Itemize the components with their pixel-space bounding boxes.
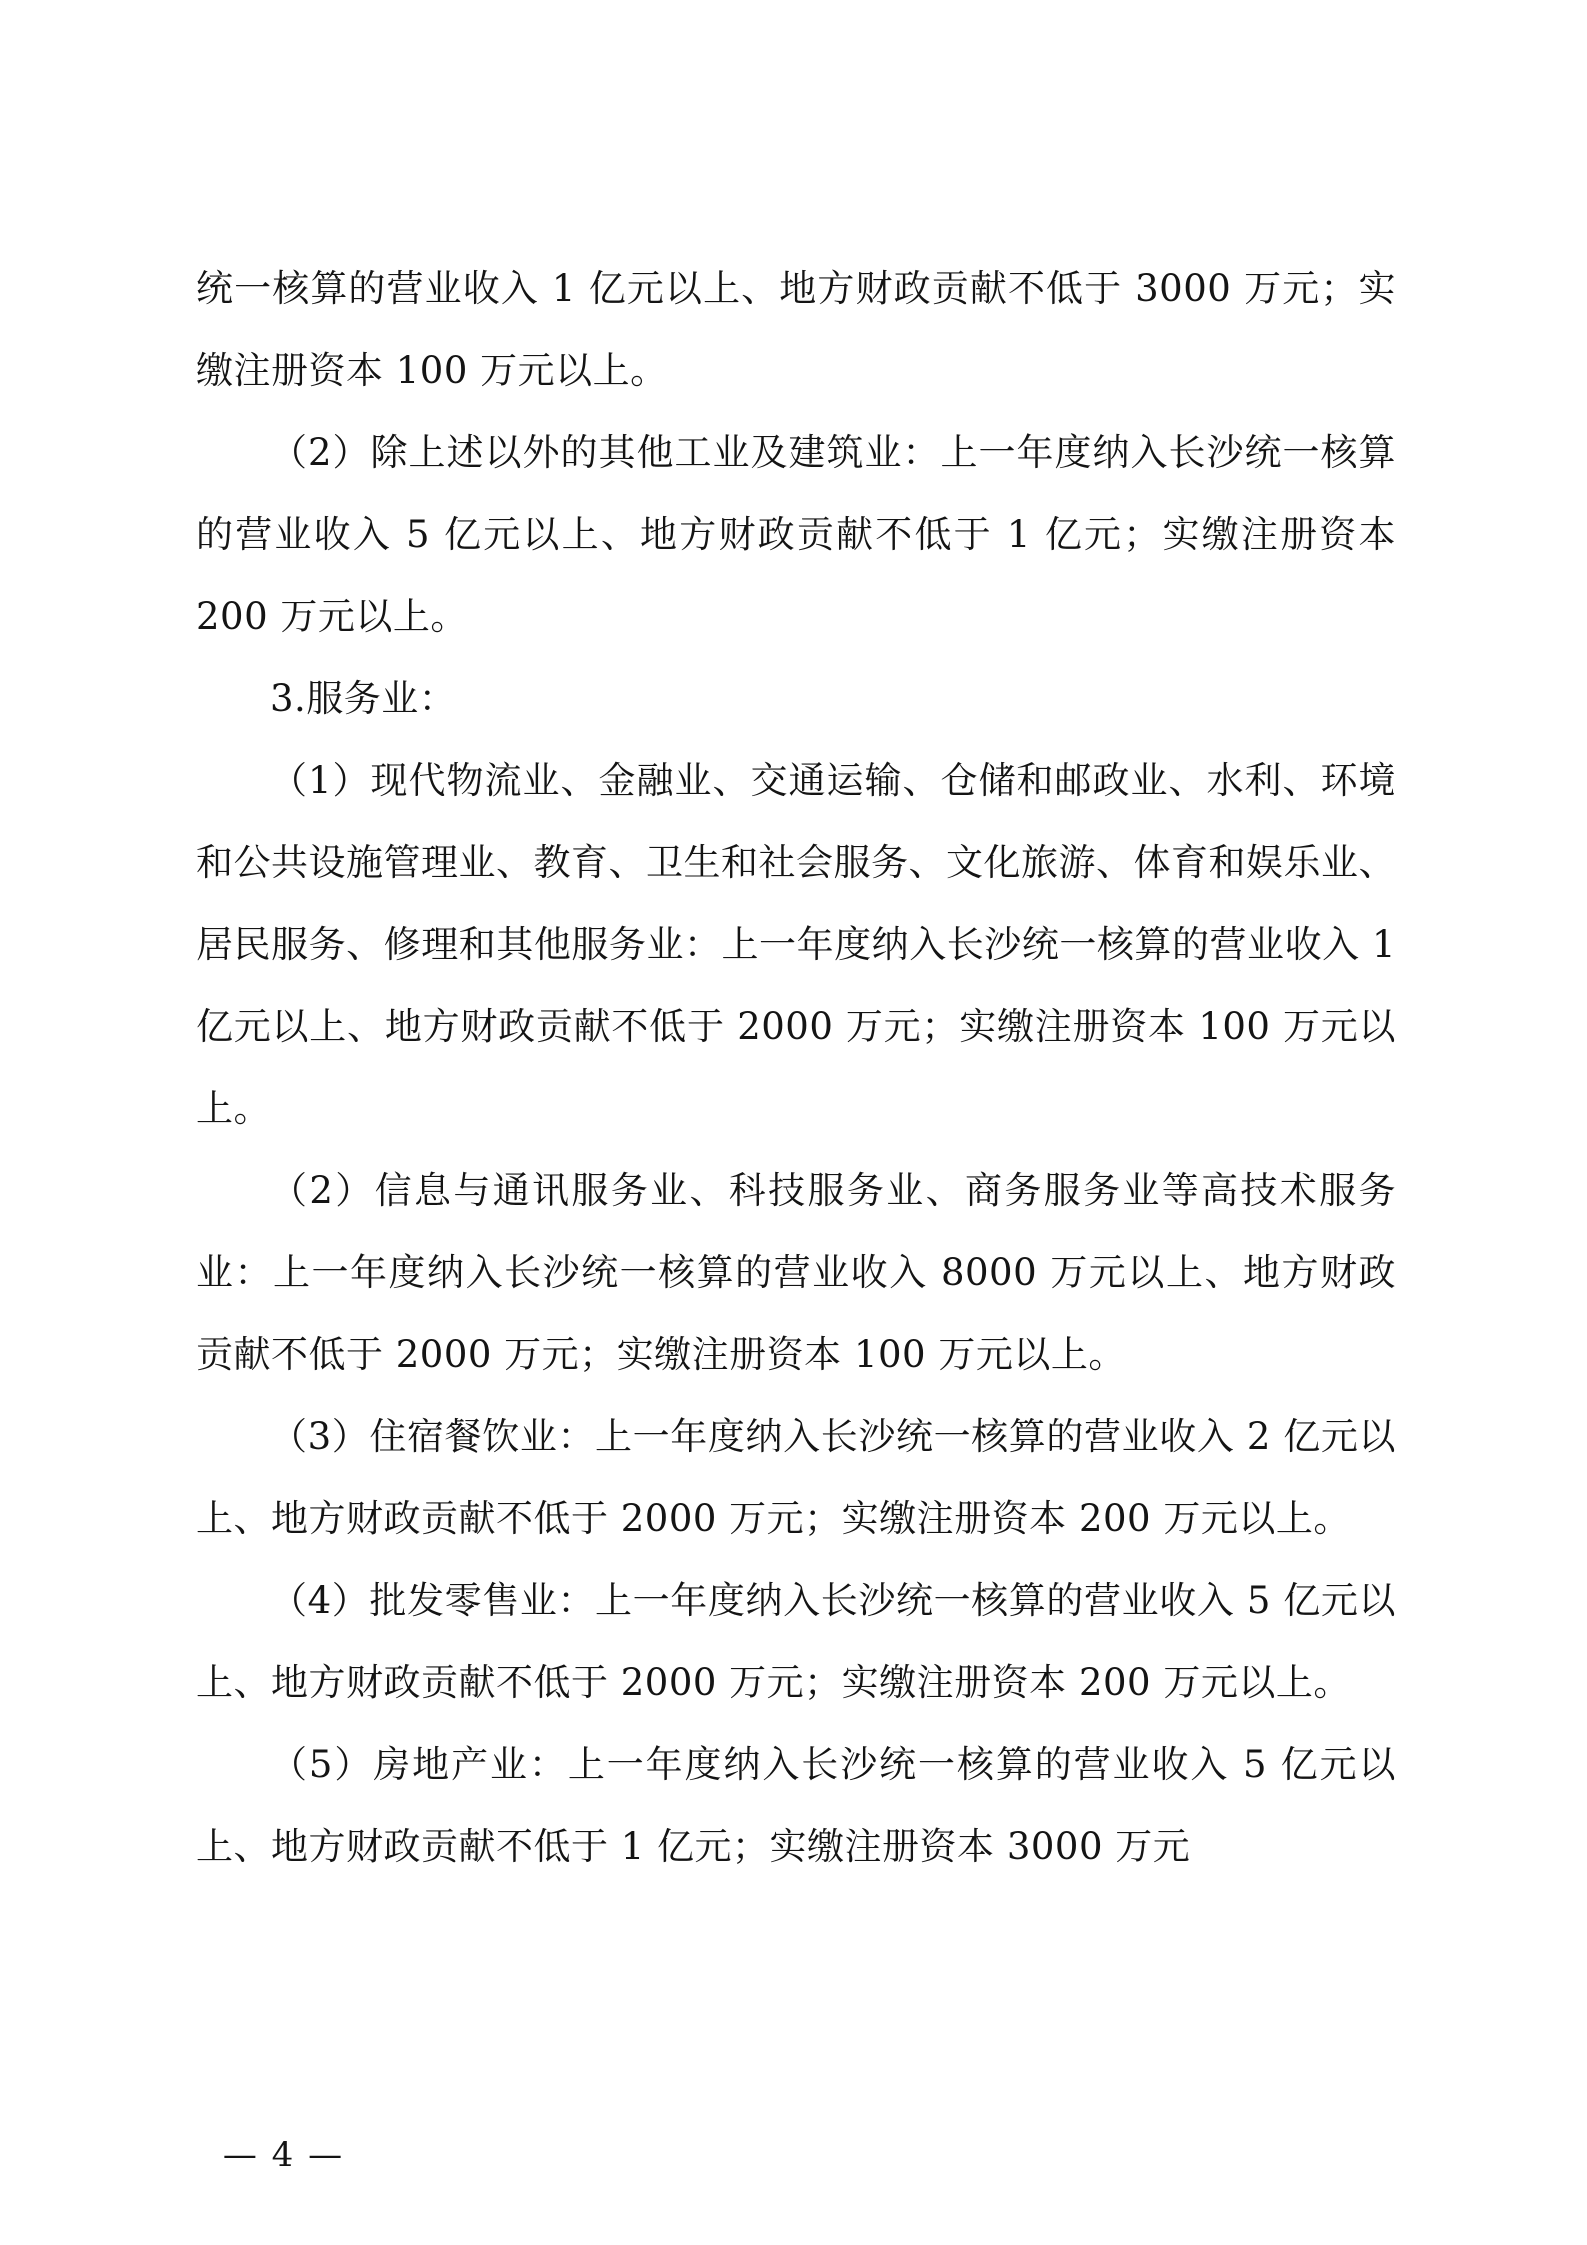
paragraph: （3）住宿餐饮业：上一年度纳入长沙统一核算的营业收入 2 亿元以上、地方财政贡献不低于 2000 万元；实缴注册资本 200 万元以上。 <box>196 1415 1396 1540</box>
paragraph: （4）批发零售业：上一年度纳入长沙统一核算的营业收入 5 亿元以上、地方财政贡献不低于 2000 万元；实缴注册资本 200 万元以上。 <box>196 1579 1396 1704</box>
paragraph: （2）信息与通讯服务业、科技服务业、商务服务业等高技术服务业：上一年度纳入长沙统一核算的营业收入 8000 万元以上、地方财政贡献不低于 2000 万元；实缴注册资本 100 万元以上。 <box>196 1169 1396 1376</box>
paragraph: （1）现代物流业、金融业、交通运输、仓储和邮政业、水利、环境和公共设施管理业、教育、卫生和社会服务、文化旅游、体育和娱乐业、居民服务、修理和其他服务业：上一年度纳入长沙统一核算的营业收入 1 亿元以上、地方财政贡献不低于 2000 万元；实缴注册资本 100 万元以上。 <box>196 759 1396 1130</box>
page-number <box>0 2135 1587 2175</box>
page-number-label: — 4 — <box>222 2135 345 2175</box>
paragraph: （2）除上述以外的其他工业及建筑业：上一年度纳入长沙统一核算的营业收入 5 亿元以上、地方财政贡献不低于 1 亿元；实缴注册资本 200 万元以上。 <box>196 431 1396 638</box>
paragraph-heading-services: 3.服务业： <box>270 677 457 720</box>
document-body <box>196 248 1396 1888</box>
paragraph: 统一核算的营业收入 1 亿元以上、地方财政贡献不低于 3000 万元；实缴注册资本 100 万元以上。 <box>196 267 1396 392</box>
paragraph: （5）房地产业：上一年度纳入长沙统一核算的营业收入 5 亿元以上、地方财政贡献不低于 1 亿元；实缴注册资本 3000 万元 <box>196 1743 1396 1868</box>
